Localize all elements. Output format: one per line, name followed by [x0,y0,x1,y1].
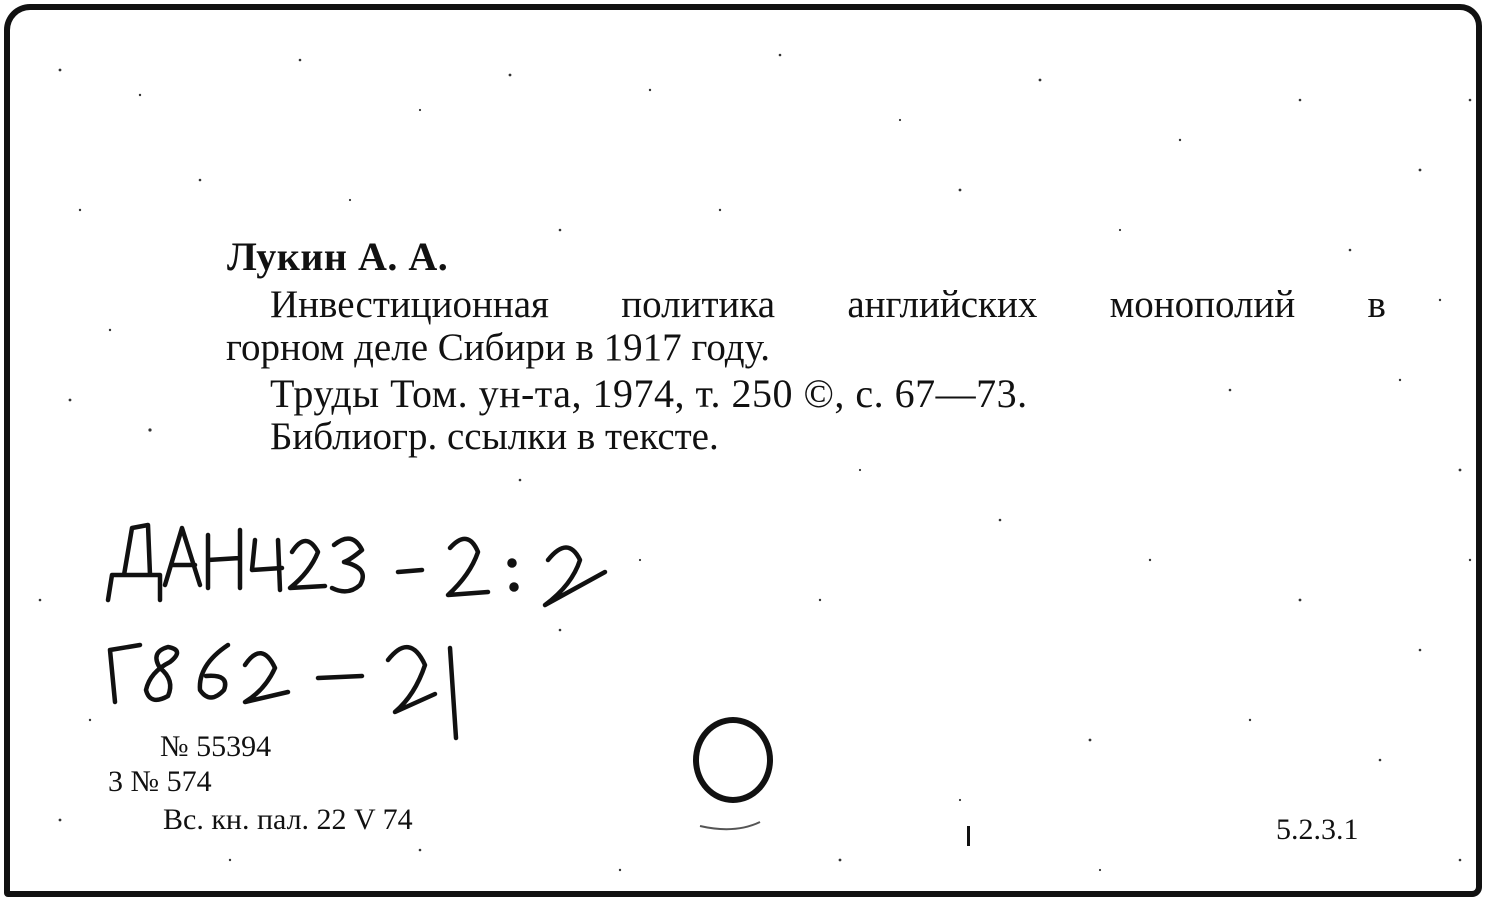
title-word: монополий [1109,283,1296,326]
title-word: Инвестиционная [270,283,549,326]
title-word: в [1367,283,1386,326]
printing-info: Вс. кн. пал. 22 V 74 [163,803,413,836]
card-number: № 55394 [160,730,272,763]
publication-source: Труды Том. ун-та, 1974, т. 250 ©, с. 67—73. [270,371,1028,416]
title-word: политика [621,283,776,326]
bibliography-note: Библиогр. ссылки в тексте. [270,415,719,458]
title-line-1 [270,282,1386,327]
title-line-2: горном деле Сибири в 1917 году. [226,326,770,369]
order-number: 3 № 574 [108,765,212,798]
author-name: Лукин А. А. [227,234,449,279]
classification-code: 5.2.3.1 [1276,813,1359,846]
title-word: английских [847,283,1038,326]
card-punch-hole [693,717,773,803]
